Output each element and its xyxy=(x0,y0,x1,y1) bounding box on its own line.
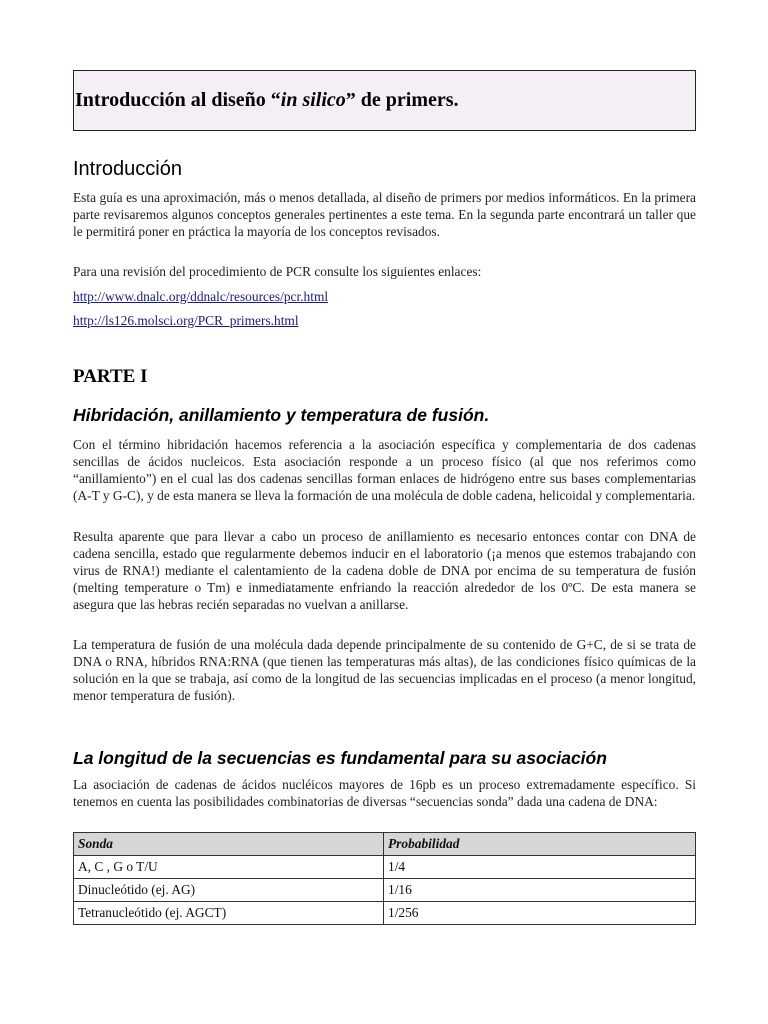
document-title: Introducción al diseño “in silico” de primers. xyxy=(75,89,459,111)
longitud-heading: La longitud de la secuencias es fundamental para su asociación xyxy=(73,748,607,768)
parte-i-paragraph-3: La temperatura de fusión de una molécula dada depende principalmente de su contenido de G+C, de si se trata de DNA o RNA, híbridos RNA:RNA (que tienen las temperaturas más altas), de las condiciones físico químicas de la solución en la que se trabaja, así como de la longitud de las secuencias implicadas en el proceso (a menor longitud, menor temperatura de fusión). xyxy=(73,637,696,703)
cell-sonda: A, C , G o T/U xyxy=(74,856,384,879)
link-molsci-container xyxy=(73,312,696,330)
hibridacion-subheading: Hibridación, anillamiento y temperatura de fusión. xyxy=(73,405,490,425)
parte-i-paragraph-2: Resulta aparente que para llevar a cabo un proceso de anillamiento es necesario entonces contar con DNA de cadena sencilla, estado que regularmente debemos inducir en el laboratorio (¡a menos que estemos trabajando con virus de RNA!) mediante el calentamiento de la cadena doble de DNA por encima de su temperatura de fusión (melting temperature o Tm) e inmediatamente enfriando la reacción alrededor de los 0ºC. De esta manera se asegura que las hebras recién separadas no vuelvan a anillarse. xyxy=(73,529,696,612)
parte-i-section xyxy=(73,366,696,388)
link-dnalc-container xyxy=(73,288,696,306)
intro-paragraph-1: Esta guía es una aproximación, más o menos detallada, al diseño de primers por medios informáticos. En la primera parte revisaremos algunos conceptos generales pertinentes a este tema. En la segunda parte encontrará un taller que le permitirá poner en práctica la mayoría de los conceptos revisados. xyxy=(73,190,696,239)
link-dnalc[interactable]: http://www.dnalc.org/ddnalc/resources/pcr.html xyxy=(73,289,329,304)
table-row xyxy=(74,879,696,902)
longitud-paragraph-1: La asociación de cadenas de ácidos nucléicos mayores de 16pb es un proceso extremadamente específico. Si tenemos en cuenta las posibilidades combinatorias de diversas “secuencias sonda” dada una cadena de DNA: xyxy=(73,777,696,809)
parte-i-paragraph-1: Con el término hibridación hacemos referencia a la asociación específica y complementaria de dos cadenas sencillas de ácidos nucleicos. Esta asociación responde a un proceso físico (al que nos referimos como “anillamiento”) en el cual las dos cadenas sencillas forman enlaces de hidrógeno entre sus bases complementarias (A-T y G-C), y de esta manera se lleva la formación de una molécula de doble cadena, helicoidal y complementaria. xyxy=(73,437,696,503)
cell-sonda: Tetranucleótido (ej. AGCT) xyxy=(74,902,384,925)
header-sonda: Sonda xyxy=(74,833,384,856)
hibridacion-subheading-container xyxy=(73,405,696,426)
parte-i-heading: PARTE I xyxy=(73,366,148,387)
table-header-row xyxy=(74,833,696,856)
longitud-section xyxy=(73,748,696,769)
table-row xyxy=(74,902,696,925)
link-molsci[interactable]: http://ls126.molsci.org/PCR_primers.html xyxy=(73,313,299,328)
probability-table xyxy=(73,832,696,925)
title-box xyxy=(73,70,696,131)
intro-section xyxy=(73,158,696,181)
header-probabilidad: Probabilidad xyxy=(384,833,696,856)
title-italic: in silico xyxy=(280,89,346,111)
table-row xyxy=(74,856,696,879)
intro-heading: Introducción xyxy=(73,158,182,180)
cell-probabilidad: 1/4 xyxy=(384,856,696,879)
cell-probabilidad: 1/16 xyxy=(384,879,696,902)
cell-sonda: Dinucleótido (ej. AG) xyxy=(74,879,384,902)
cell-probabilidad: 1/256 xyxy=(384,902,696,925)
intro-paragraph-2: Para una revisión del procedimiento de PCR consulte los siguientes enlaces: xyxy=(73,264,482,279)
